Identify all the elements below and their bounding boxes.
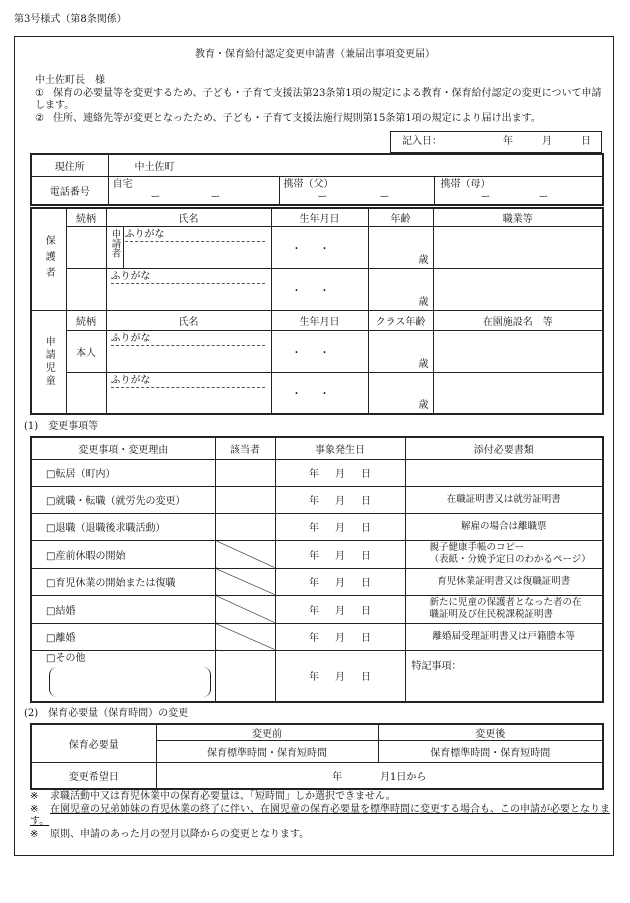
- change-docs-maternity: 親子健康手帳のコピー （表紙・分娩予定日のわかるページ）: [405, 540, 603, 568]
- item1-text: 保育の必要量等を変更するため、子ども・子育て支援法第23条第1項の規定による教育・保育給付認定の変更について申請: [53, 88, 602, 99]
- people-table: [30, 207, 604, 415]
- guardian-header-name: 氏名: [106, 208, 271, 226]
- child-header-birth: 生年月日: [271, 310, 368, 330]
- note2-text: 在園児童の兄弟姉妹の育児休業の終了に伴い、在園児童の保育必要量を標準時間に変更する場合も、この申請が必要となりま: [50, 804, 610, 815]
- child1-name[interactable]: [106, 330, 271, 372]
- guardian2-relation[interactable]: [66, 268, 106, 310]
- child-header-name: 氏名: [106, 310, 271, 330]
- phone-mother-field[interactable]: 携帯（母） ー ー: [434, 176, 603, 205]
- change-person-childcare-leave-na: [215, 568, 275, 595]
- guardian1-occupation[interactable]: [433, 226, 603, 268]
- guardian2-birthdate[interactable]: ・・: [271, 268, 368, 310]
- guardian1-name[interactable]: [106, 226, 271, 268]
- addressee: 中土佐町長 様: [35, 75, 105, 86]
- change-docs-childcare-leave: 育児休業証明書又は復職証明書: [405, 568, 603, 595]
- phone-home-field[interactable]: 自宅 ー ー: [108, 176, 279, 205]
- note2-mark: ※: [30, 804, 39, 815]
- child1-facility[interactable]: [433, 330, 603, 372]
- address-label: 現住所: [31, 154, 108, 176]
- note1-text: 求職活動中又は育児休業中の保育必要量は、「短時間」しか選択できません。: [50, 791, 396, 802]
- changes-table: [30, 436, 604, 703]
- change-item-employment[interactable]: □就職・転職（就労先の変更）: [31, 486, 215, 513]
- phone-mother-label: 携帯（母）: [440, 178, 491, 190]
- date-label: 記入日：: [402, 136, 442, 147]
- change-person-divorce-na: [215, 623, 275, 650]
- applicant-label: 申請者: [109, 228, 121, 257]
- change-docs-retirement: 解雇の場合は離職票: [405, 513, 603, 540]
- change-item-divorce[interactable]: □離婚: [31, 623, 215, 650]
- change-person-marriage-na: [215, 595, 275, 623]
- item1-text-cont: します。: [35, 100, 75, 111]
- guardian2-occupation[interactable]: [433, 268, 603, 310]
- desired-date-label: 変更希望日: [31, 763, 156, 789]
- child2-relation[interactable]: [66, 372, 106, 414]
- changes-header-person: 該当者: [215, 437, 275, 459]
- section1-title: (1) 変更事項等: [24, 421, 99, 432]
- furigana-label: ふりがな: [111, 375, 265, 388]
- hours-after-header: 変更後: [378, 724, 603, 741]
- guardian-section-label: 保護者: [31, 208, 66, 310]
- guardian1-relation[interactable]: [66, 226, 106, 268]
- change-item-maternity[interactable]: □産前休暇の開始: [31, 540, 215, 568]
- guardian-header-relation: 続柄: [66, 208, 106, 226]
- change-person-employment[interactable]: [215, 486, 275, 513]
- special-notes[interactable]: 特記事項：: [405, 650, 603, 702]
- guardian1-birthdate[interactable]: ・・: [271, 226, 368, 268]
- guardian1-age[interactable]: 歳: [368, 226, 433, 268]
- other-detail-bracket[interactable]: [49, 667, 211, 697]
- change-item-childcare-leave[interactable]: □育児休業の開始または復職: [31, 568, 215, 595]
- furigana-label: ふりがな: [111, 333, 265, 346]
- phone-father-label: 携帯（父）: [283, 178, 334, 190]
- child1-birthdate[interactable]: ・・: [271, 330, 368, 372]
- phone-label: 電話番号: [31, 176, 108, 205]
- child2-name[interactable]: [106, 372, 271, 414]
- change-date-move[interactable]: 年 月 日: [275, 459, 405, 486]
- date-month: 月: [542, 136, 552, 147]
- child-header-class-age: クラス年齢: [368, 310, 433, 330]
- item2-text: 住所、連絡先等が変更となったため、子ども・子育て支援法施行規則第15条第1項の規定により届け出ます。: [53, 113, 541, 124]
- child1-age[interactable]: 歳: [368, 330, 433, 372]
- change-docs-employment: 在職証明書又は就労証明書: [405, 486, 603, 513]
- guardian-header-age: 年齢: [368, 208, 433, 226]
- item1-number: ①: [35, 88, 44, 99]
- change-date-marriage[interactable]: 年 月 日: [275, 595, 405, 623]
- furigana-label: ふりがな: [125, 229, 265, 242]
- note1-mark: ※: [30, 791, 39, 802]
- child1-relation: 本人: [66, 330, 106, 372]
- child2-age[interactable]: 歳: [368, 372, 433, 414]
- child2-birthdate[interactable]: ・・: [271, 372, 368, 414]
- change-date-divorce[interactable]: 年 月 日: [275, 623, 405, 650]
- change-item-other[interactable]: □その他: [31, 650, 215, 702]
- change-date-childcare-leave[interactable]: 年 月 日: [275, 568, 405, 595]
- changes-header-docs: 添付必要書類: [405, 437, 603, 459]
- address-phone-table: [30, 153, 604, 206]
- item2-number: ②: [35, 113, 44, 124]
- hours-after-options[interactable]: 保育標準時間・保育短時間: [378, 741, 603, 763]
- change-item-move[interactable]: □転居（町内）: [31, 459, 215, 486]
- change-date-employment[interactable]: 年 月 日: [275, 486, 405, 513]
- hours-table: [30, 723, 604, 790]
- change-item-marriage[interactable]: □結婚: [31, 595, 215, 623]
- section2-title: (2) 保育必要量（保育時間）の変更: [24, 708, 189, 719]
- form-title: 教育・保育給付認定変更申請書（兼届出事項変更届）: [195, 49, 435, 60]
- date-box[interactable]: [390, 131, 602, 153]
- child-header-facility: 在園施設名 等: [433, 310, 603, 330]
- desired-date-value[interactable]: 年 月1日から: [156, 763, 603, 789]
- changes-header-date: 事象発生日: [275, 437, 405, 459]
- change-person-retirement[interactable]: [215, 513, 275, 540]
- phone-father-field[interactable]: 携帯（父） ー ー: [279, 176, 434, 205]
- change-date-maternity[interactable]: 年 月 日: [275, 540, 405, 568]
- address-value[interactable]: 中土佐町: [108, 154, 603, 176]
- note3-mark: ※: [30, 829, 39, 840]
- form-number: 第3号様式（第8条関係）: [14, 14, 127, 25]
- change-person-maternity-na: [215, 540, 275, 568]
- phone-home-label: 自宅: [112, 178, 133, 190]
- note3-text: 原則、申請のあった月の翌月以降からの変更となります。: [50, 829, 310, 840]
- date-day: 日: [581, 136, 591, 147]
- guardian-header-occupation: 職業等: [433, 208, 603, 226]
- furigana-label: ふりがな: [111, 271, 265, 284]
- change-person-move[interactable]: [215, 459, 275, 486]
- change-date-other[interactable]: 年 月 日: [275, 650, 405, 702]
- date-year: 年: [503, 136, 513, 147]
- guardian2-name[interactable]: [106, 268, 271, 310]
- change-person-other[interactable]: [215, 650, 275, 702]
- change-docs-marriage: 新たに児童の保護者となった者の在 職証明及び住民税課税証明書: [405, 595, 603, 623]
- note2-text-cont: す。: [30, 816, 50, 827]
- changes-header-item: 変更事項・変更理由: [31, 437, 215, 459]
- hours-before-header: 変更前: [156, 724, 378, 741]
- change-date-retirement[interactable]: 年 月 日: [275, 513, 405, 540]
- guardian2-age[interactable]: 歳: [368, 268, 433, 310]
- child-header-relation: 続柄: [66, 310, 106, 330]
- guardian-header-birth: 生年月日: [271, 208, 368, 226]
- hours-label: 保育必要量: [31, 724, 156, 763]
- child2-facility[interactable]: [433, 372, 603, 414]
- change-item-retirement[interactable]: □退職（退職後求職活動）: [31, 513, 215, 540]
- change-docs-divorce: 離婚届受理証明書又は戸籍謄本等: [405, 623, 603, 650]
- change-docs-move: [405, 459, 603, 486]
- child-section-label: 申請児童: [31, 310, 66, 414]
- hours-before-options[interactable]: 保育標準時間・保育短時間: [156, 741, 378, 763]
